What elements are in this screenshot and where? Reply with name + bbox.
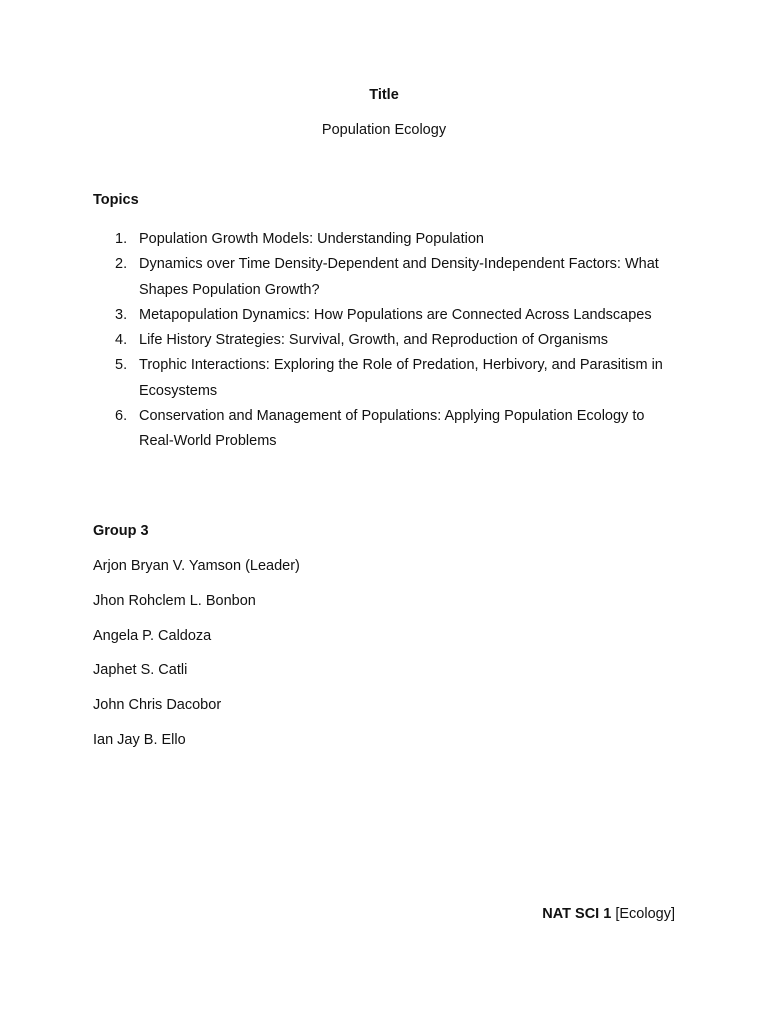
member-name: Arjon Bryan V. Yamson (Leader) [93, 558, 300, 574]
member-name: Jhon Rohclem L. Bonbon [93, 592, 256, 609]
topic-item [93, 404, 683, 455]
title-heading: Title [369, 87, 399, 103]
document-title: Population Ecology [321, 122, 447, 138]
course-code: NAT SCI 1 [542, 906, 612, 922]
member-list [93, 558, 300, 767]
topic-text: Metapopulation Dynamics: How Populations are Connected Across Landscapes [139, 306, 652, 323]
topic-text: Trophic Interactions: Exploring the Role of Predation, Herbivory, and Parasitism in Ecosystems [139, 357, 663, 399]
topics-list [93, 227, 683, 455]
topic-number: 4. [115, 332, 128, 349]
topic-text: Life History Strategies: Survival, Growth, and Reproduction of Organisms [139, 332, 609, 349]
member-name: John Chris Dacobor [93, 697, 222, 714]
topic-text: Dynamics over Time Density-Dependent and Density-Independent Factors: What Shapes Population Growth? [139, 256, 659, 298]
topic-number: 6. [115, 408, 128, 425]
topic-item [93, 353, 683, 404]
topic-number: 1. [115, 231, 128, 247]
topic-item [93, 303, 683, 328]
topic-item [93, 328, 683, 353]
topic-number: 3. [115, 306, 128, 323]
group-heading: Group 3 [93, 523, 149, 539]
topic-item [93, 252, 683, 303]
member-name: Japhet S. Catli [93, 662, 188, 679]
topics-heading: Topics [93, 192, 139, 208]
topic-number: 2. [115, 256, 128, 273]
topic-number: 5. [115, 357, 128, 374]
member-name: Angela P. Caldoza [93, 627, 212, 644]
course-subject: [Ecology] [615, 906, 675, 922]
member-name: Ian Jay B. Ello [93, 731, 186, 748]
topic-text: Conservation and Management of Populations: Applying Population Ecology to Real-World Problems [139, 408, 645, 450]
topic-text: Population Growth Models: Understanding Population [139, 231, 484, 247]
topic-item [93, 227, 683, 252]
course-footer [542, 906, 675, 922]
